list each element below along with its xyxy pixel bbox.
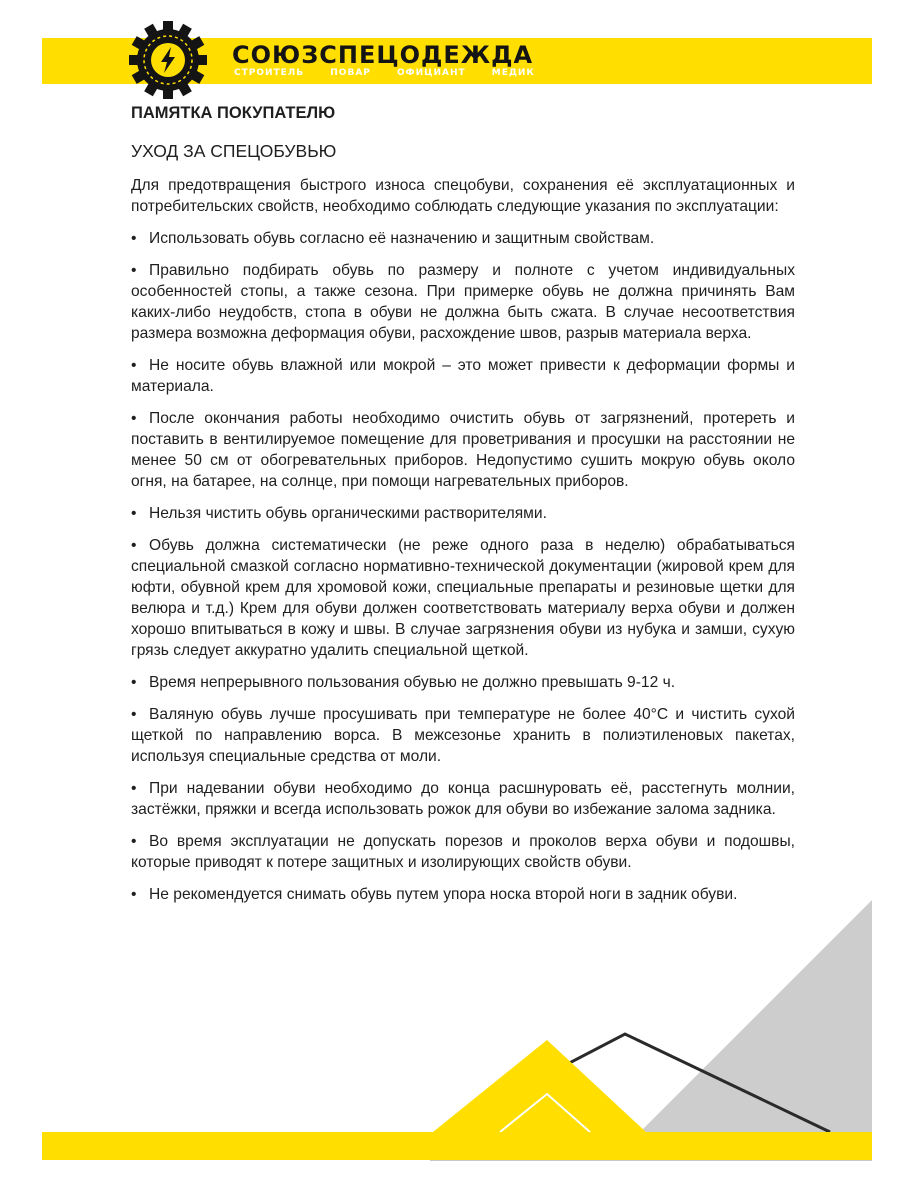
bullet-marker: • [131,537,137,554]
care-instructions-list [131,228,795,905]
list-item: • Валяную обувь лучше просушивать при температуре не более 40°С и чистить сухой щеткой по направлению ворса. В межсезонье хранить в полиэтиленовых пакетах, используя специальные средства от моли. [131,706,795,765]
bullet-marker: • [131,833,137,850]
list-item: • Использовать обувь согласно её назначению и защитным свойствам. [131,230,655,247]
bullet-marker: • [131,674,137,691]
brand-name: СОЮЗСПЕЦОДЕЖДА [232,41,534,69]
list-item: • Время непрерывного пользования обувью не должно превышать 9-12 ч. [131,674,676,691]
page-subtitle: УХОД ЗА СПЕЦОБУВЬЮ [131,141,337,161]
list-item: • Обувь должна систематически (не реже одного раза в неделю) обрабатываться специальной смазкой согласно нормативно-технической документации (жировой крем для юфти, обувной крем для хромовой кожи, специальные препараты и резиновые щетки для велюра и т.д.) Крем для обуви должен соответствовать материалу верха обуви и должен хорошо впитываться в кожу и швы. В случае загрязнения обуви из нубука и замши, сухую грязь следует аккуратно удалить специальной щеткой. [131,537,795,659]
footer-band [42,1132,872,1160]
list-item: • Во время эксплуатации не допускать порезов и проколов верха обуви и подошвы, которые приводят к потере защитных и изолирующих свойств обуви. [131,833,795,871]
list-item: • Нельзя чистить обувь органическими растворителями. [131,505,547,522]
list-item: • Правильно подбирать обувь по размеру и полноте с учетом индивидуальных особенностей стопы, а также сезона. При примерке обувь не должна причинять Вам каких-либо неудобств, стопа в обуви не должна быть сжата. В случае несоответствия размера возможна деформация обуви, расхождение швов, разрыв материала верха. [131,262,795,342]
bullet-marker: • [131,230,137,247]
bullet-marker: • [131,410,137,427]
bullet-marker: • [131,357,137,374]
page-title: ПАМЯТКА ПОКУПАТЕЛЮ [131,104,336,122]
list-item: • При надевании обуви необходимо до конца расшнуровать её, расстегнуть молнии, застёжки, пряжки и всегда использовать рожок для обуви во избежание залома задника. [131,780,795,818]
brand-tagline: СТРОИТЕЛЬ ПОВАР ОФИЦИАНТ МЕДИК [234,68,535,78]
bullet-marker: • [131,262,137,279]
list-item: • Не носите обувь влажной или мокрой – это может привести к деформации формы и материала. [131,357,795,395]
bullet-marker: • [131,886,137,903]
list-item: • После окончания работы необходимо очистить обувь от загрязнений, протереть и поставить в вентилируемое помещение для проветривания и просушки на расстоянии не менее 50 см от обогревательных приборов. Недопустимо сушить мокрую обувь около огня, на батарее, на солнце, при помощи нагревательных приборов. [131,410,795,490]
bullet-marker: • [131,505,137,522]
footer-divider [430,1160,872,1161]
list-item: • Не рекомендуется снимать обувь путем упора носка второй ноги в задник обуви. [131,886,738,903]
memo-content [131,103,795,916]
intro-paragraph: Для предотвращения быстрого износа спецобуви, сохранения её эксплуатационных и потребительских свойств, необходимо соблюдать следующие указания по эксплуатации: [131,177,795,215]
bullet-marker: • [131,706,137,723]
bullet-marker: • [131,780,137,797]
